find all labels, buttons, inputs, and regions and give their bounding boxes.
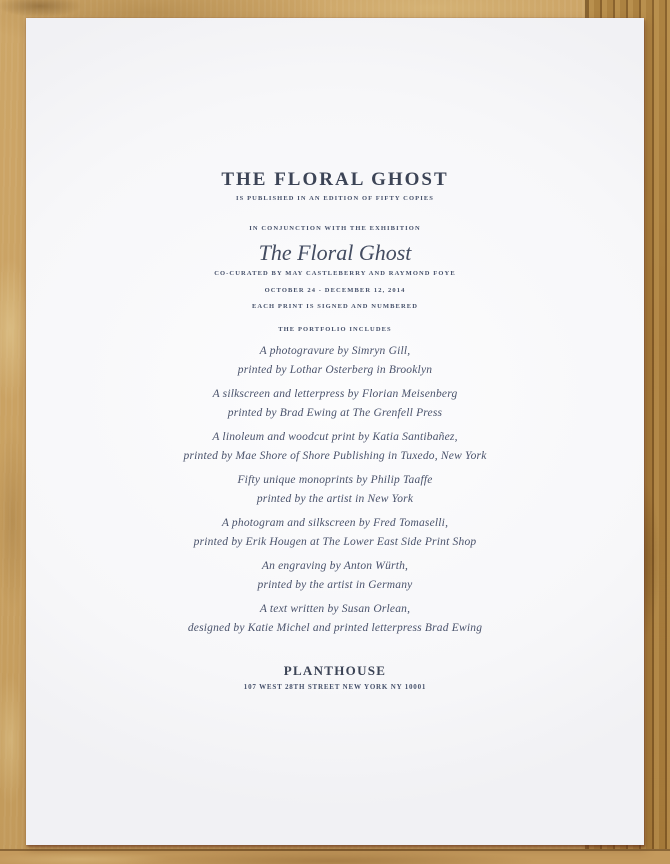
exhibition-intro: IN CONJUNCTION WITH THE EXHIBITION (249, 225, 421, 232)
portfolio-item-work: An engraving by Anton Würth, (261, 560, 409, 572)
signed-numbered-line: EACH PRINT IS SIGNED AND NUMBERED (251, 303, 419, 310)
curators-line: CO-CURATED BY MAY CASTLEBERRY AND RAYMOND FOYE (214, 270, 456, 277)
portfolio-item (26, 428, 644, 466)
portfolio-item-work: Fifty unique monoprints by Philip Taaffe (237, 474, 433, 486)
portfolio-item (26, 600, 644, 638)
portfolio-item-printer: printed by Mae Shore of Shore Publishing in Tuxedo, New York (183, 450, 487, 462)
portfolio-item-printer: printed by the artist in New York (256, 493, 414, 505)
poster (26, 18, 644, 845)
wood-plank-bottom (0, 849, 670, 864)
portfolio-item-printer: printed by Erik Hougen at The Lower East Side Print Shop (193, 536, 477, 548)
portfolio-item-work: A silkscreen and letterpress by Florian Meisenberg (212, 388, 458, 400)
portfolio-item-printer: printed by the artist in Germany (257, 579, 413, 591)
portfolio-item-printer: printed by Lothar Osterberg in Brooklyn (237, 364, 433, 376)
publisher-name: PLANTHOUSE (283, 663, 387, 678)
publisher-address: 107 WEST 28TH STREET NEW YORK NY 10001 (243, 683, 427, 691)
portfolio-item (26, 514, 644, 552)
portfolio-item (26, 557, 644, 595)
portfolio-item-work: A photogram and silkscreen by Fred Tomaselli, (221, 517, 449, 529)
portfolio-item (26, 385, 644, 423)
portfolio-item-work: A linoleum and woodcut print by Katia Santibañez, (212, 431, 458, 443)
portfolio-item (26, 342, 644, 380)
poster-title: THE FLORAL GHOST (221, 169, 449, 190)
portfolio-item-printer: printed by Brad Ewing at The Grenfell Press (227, 407, 443, 419)
portfolio-item-work: A text written by Susan Orlean, (259, 603, 411, 615)
edition-line: IS PUBLISHED IN AN EDITION OF FIFTY COPIES (236, 195, 434, 202)
portfolio-item (26, 471, 644, 509)
portfolio-item-work: A photogravure by Simryn Gill, (259, 345, 411, 357)
exhibition-title: The Floral Ghost (258, 240, 412, 265)
portfolio-item-printer: designed by Katie Michel and printed letterpress Brad Ewing (187, 622, 483, 634)
portfolio-list (26, 342, 644, 643)
portfolio-heading: THE PORTFOLIO INCLUDES (278, 326, 392, 333)
dates-line: OCTOBER 24 - DECEMBER 12, 2014 (264, 287, 406, 294)
